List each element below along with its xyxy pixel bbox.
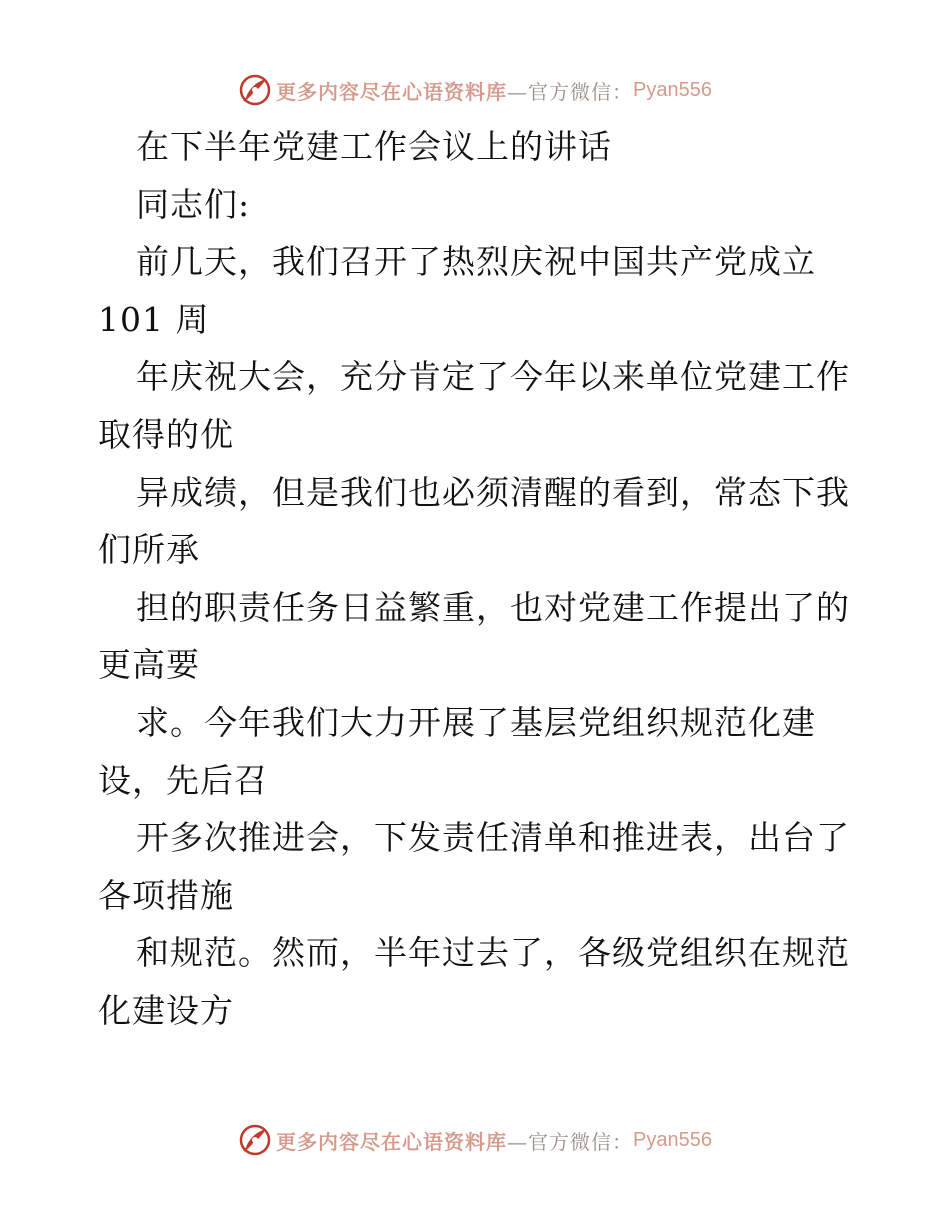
header-official-text: —官方微信：	[507, 79, 634, 104]
body-line: 化建设方	[98, 990, 234, 1030]
footer-official-text: —官方微信：	[507, 1129, 634, 1154]
document-body	[98, 118, 858, 1040]
body-line: 101 周	[98, 299, 210, 339]
body-line: 担的职责任务日益繁重，也对党建工作提出了的	[136, 587, 850, 627]
header-brand-text: 更多内容尽在心语资料库	[276, 79, 508, 104]
document-title: 在下半年党建工作会议上的讲话	[136, 127, 612, 166]
salutation: 同志们:	[136, 184, 251, 224]
body-line: 们所承	[98, 530, 200, 570]
body-line: 异成绩，但是我们也必须清醒的看到，常态下我	[136, 472, 850, 512]
body-line: 求。今年我们大力开展了基层党组织规范化建	[136, 702, 816, 742]
quill-logo-icon	[238, 1123, 272, 1157]
body-line: 开多次推进会，下发责任清单和推进表，出台了	[136, 818, 850, 858]
quill-logo-icon	[238, 73, 272, 107]
body-line: 各项措施	[98, 875, 234, 915]
footer-brand-text: 更多内容尽在心语资料库	[276, 1129, 508, 1154]
body-line: 取得的优	[98, 414, 234, 454]
body-line: 更高要	[98, 645, 200, 685]
body-line: 年庆祝大会，充分肯定了今年以来单位党建工作	[136, 357, 850, 397]
body-line: 和规范。然而，半年过去了，各级党组织在规范	[136, 933, 850, 973]
body-line: 前几天，我们召开了热烈庆祝中国共产党成立	[136, 242, 816, 282]
header-wechat-id: Pyan556	[633, 78, 712, 101]
footer-banner	[0, 1120, 950, 1160]
footer-wechat-id: Pyan556	[633, 1128, 712, 1151]
header-banner	[0, 70, 950, 110]
body-line: 设，先后召	[98, 760, 268, 800]
